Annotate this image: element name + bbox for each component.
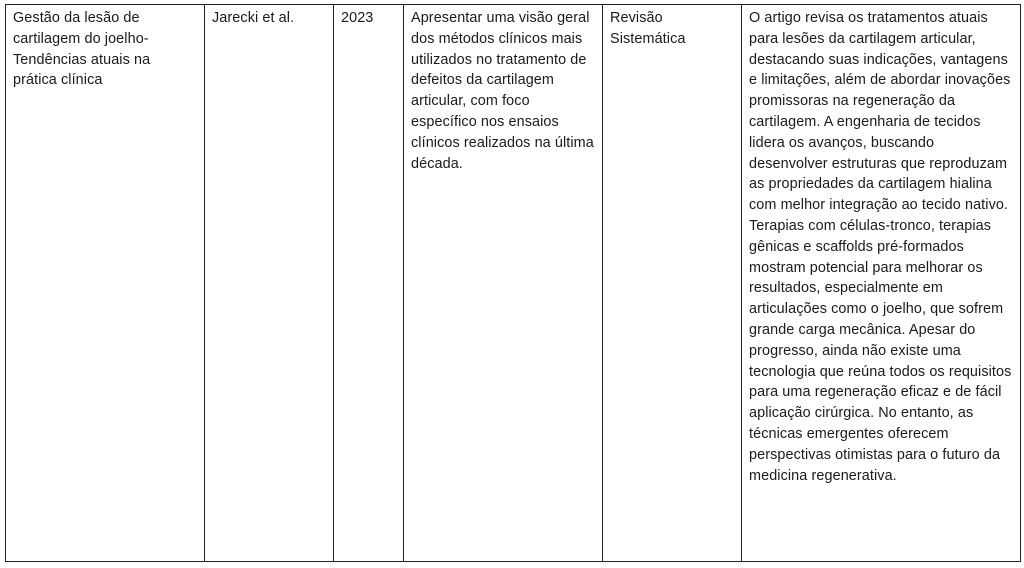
authors-cell: Jarecki et al. <box>205 5 334 562</box>
objective-cell: Apresentar uma visão geral dos métodos clínicos mais utilizados no tratamento de defeitos da cartilagem articular, com foco específico nos ensaios clínicos realizados na última década. <box>404 5 603 562</box>
year-cell: 2023 <box>334 5 404 562</box>
article-title-cell: Gestão da lesão de cartilagem do joelho- Tendências atuais na prática clínica <box>6 5 205 562</box>
table-row <box>6 5 1021 562</box>
results-cell: O artigo revisa os tratamentos atuais para lesões da cartilagem articular, destacando suas indicações, vantagens e limitações, além de abordar inovações promissoras na regeneração da cartilagem. A engenharia de tecidos lidera os avanços, buscando desenvolver estruturas que reproduzam as propriedades da cartilagem hialina com melhor integração ao tecido nativo. Terapias com células-tronco, terapias gênicas e scaffolds pré-formados mostram potencial para melhorar os resultados, especialmente em articulações como o joelho, que sofrem grande carga mecânica. Apesar do progresso, ainda não existe uma tecnologia que reúna todos os requisitos para uma regeneração eficaz e de fácil aplicação cirúrgica. No entanto, as técnicas emergentes oferecem perspectivas otimistas para o futuro da medicina regenerativa. <box>742 5 1021 562</box>
study-type-cell: Revisão Sistemática <box>603 5 742 562</box>
literature-review-table <box>5 4 1021 562</box>
